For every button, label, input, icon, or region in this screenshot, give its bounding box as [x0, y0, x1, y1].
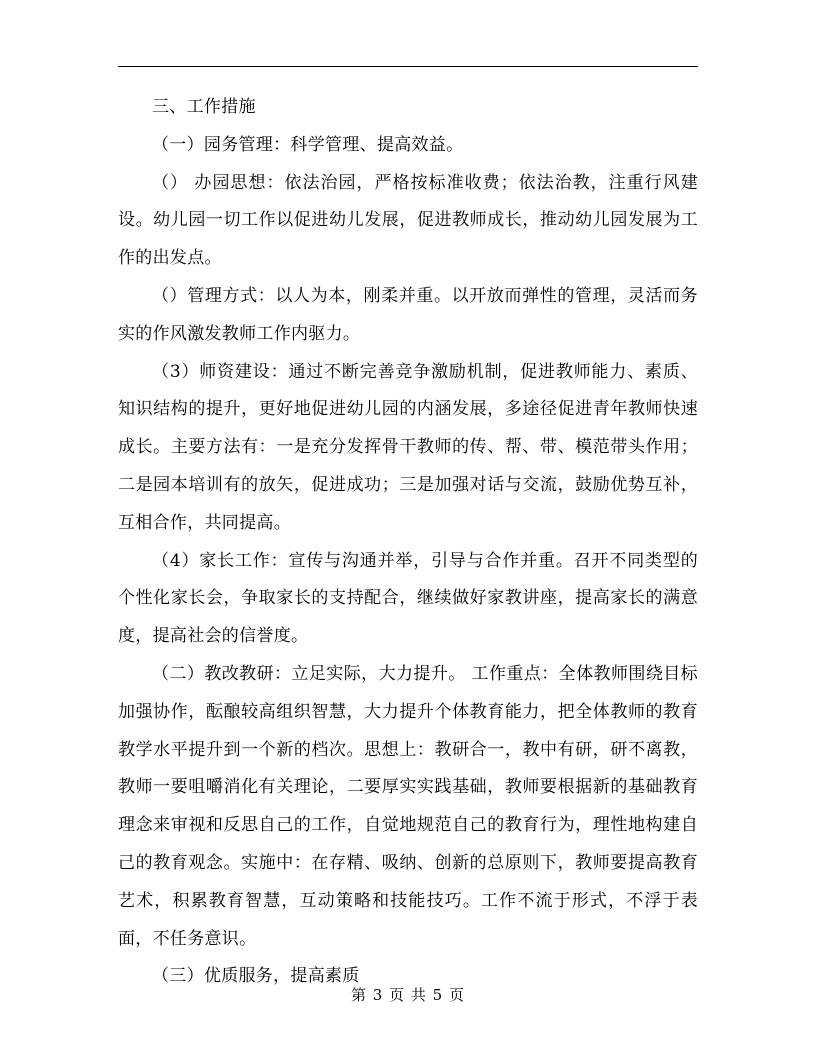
paragraph-teaching-research: （二）教改教研：立足实际，大力提升。 工作重点：全体教师围绕目标加强协作，酝酿较高组织智慧，大力提升个体教育能力，把全体教师的教育教学水平提升到一个新的档次。思想上：教研合一，教中有研，研不离教，教师一要咀嚼消化有关理论，二要厚实实践基础，教师要根据新的基础教育理念来审视和反思自己的工作，自觉地规范自己的教育行为，理性地构建自己的教育观念。实施中：在存精、吸纳、创新的总原则下，教师要提高教育艺术，积累教育智慧，互动策略和技能技巧。工作不流于形式，不浮于表面，不任务意识。 [118, 663, 698, 949]
subsection-heading-quality-service: （三）优质服务，提高素质 [152, 966, 360, 987]
paragraph-philosophy: （） 办园思想：依法治园，严格按标准收费；依法治教，注重行风建设。幼儿园一切工作以促进幼儿发展，促进教师成长，推动幼儿园发展为工作的出发点。 [118, 172, 698, 269]
paragraph-management-style: （）管理方式：以人为本，刚柔并重。以开放而弹性的管理，灵活而务实的作风激发教师工作内驱力。 [118, 285, 698, 344]
paragraph-parent-work: （4）家长工作：宣传与沟通并举，引导与合作并重。召开不同类型的个性化家长会，争取家长的支持配合，继续做好家教讲座，提高家长的满意度，提高社会的信誉度。 [118, 550, 698, 647]
page-number-footer: 第 3 页 共 5 页 [351, 986, 465, 1004]
section-heading-work-measures: 三、工作措施 [152, 97, 256, 117]
body-text [118, 89, 698, 996]
subsection-heading-garden-management: （一）园务管理：科学管理、提高效益。 [152, 134, 464, 155]
header-rule [118, 66, 698, 67]
paragraph-teacher-development: （3）师资建设：通过不断完善竞争激励机制，促进教师能力、素质、知识结构的提升，更好地促进幼儿园的内涵发展，多途径促进青年教师快速成长。主要方法有：一是充分发挥骨干教师的传、帮、带、模范带头作用；二是园本培训有的放矢，促进成功；三是加强对话与交流，鼓励优势互补，互相合作，共同提高。 [118, 361, 698, 533]
